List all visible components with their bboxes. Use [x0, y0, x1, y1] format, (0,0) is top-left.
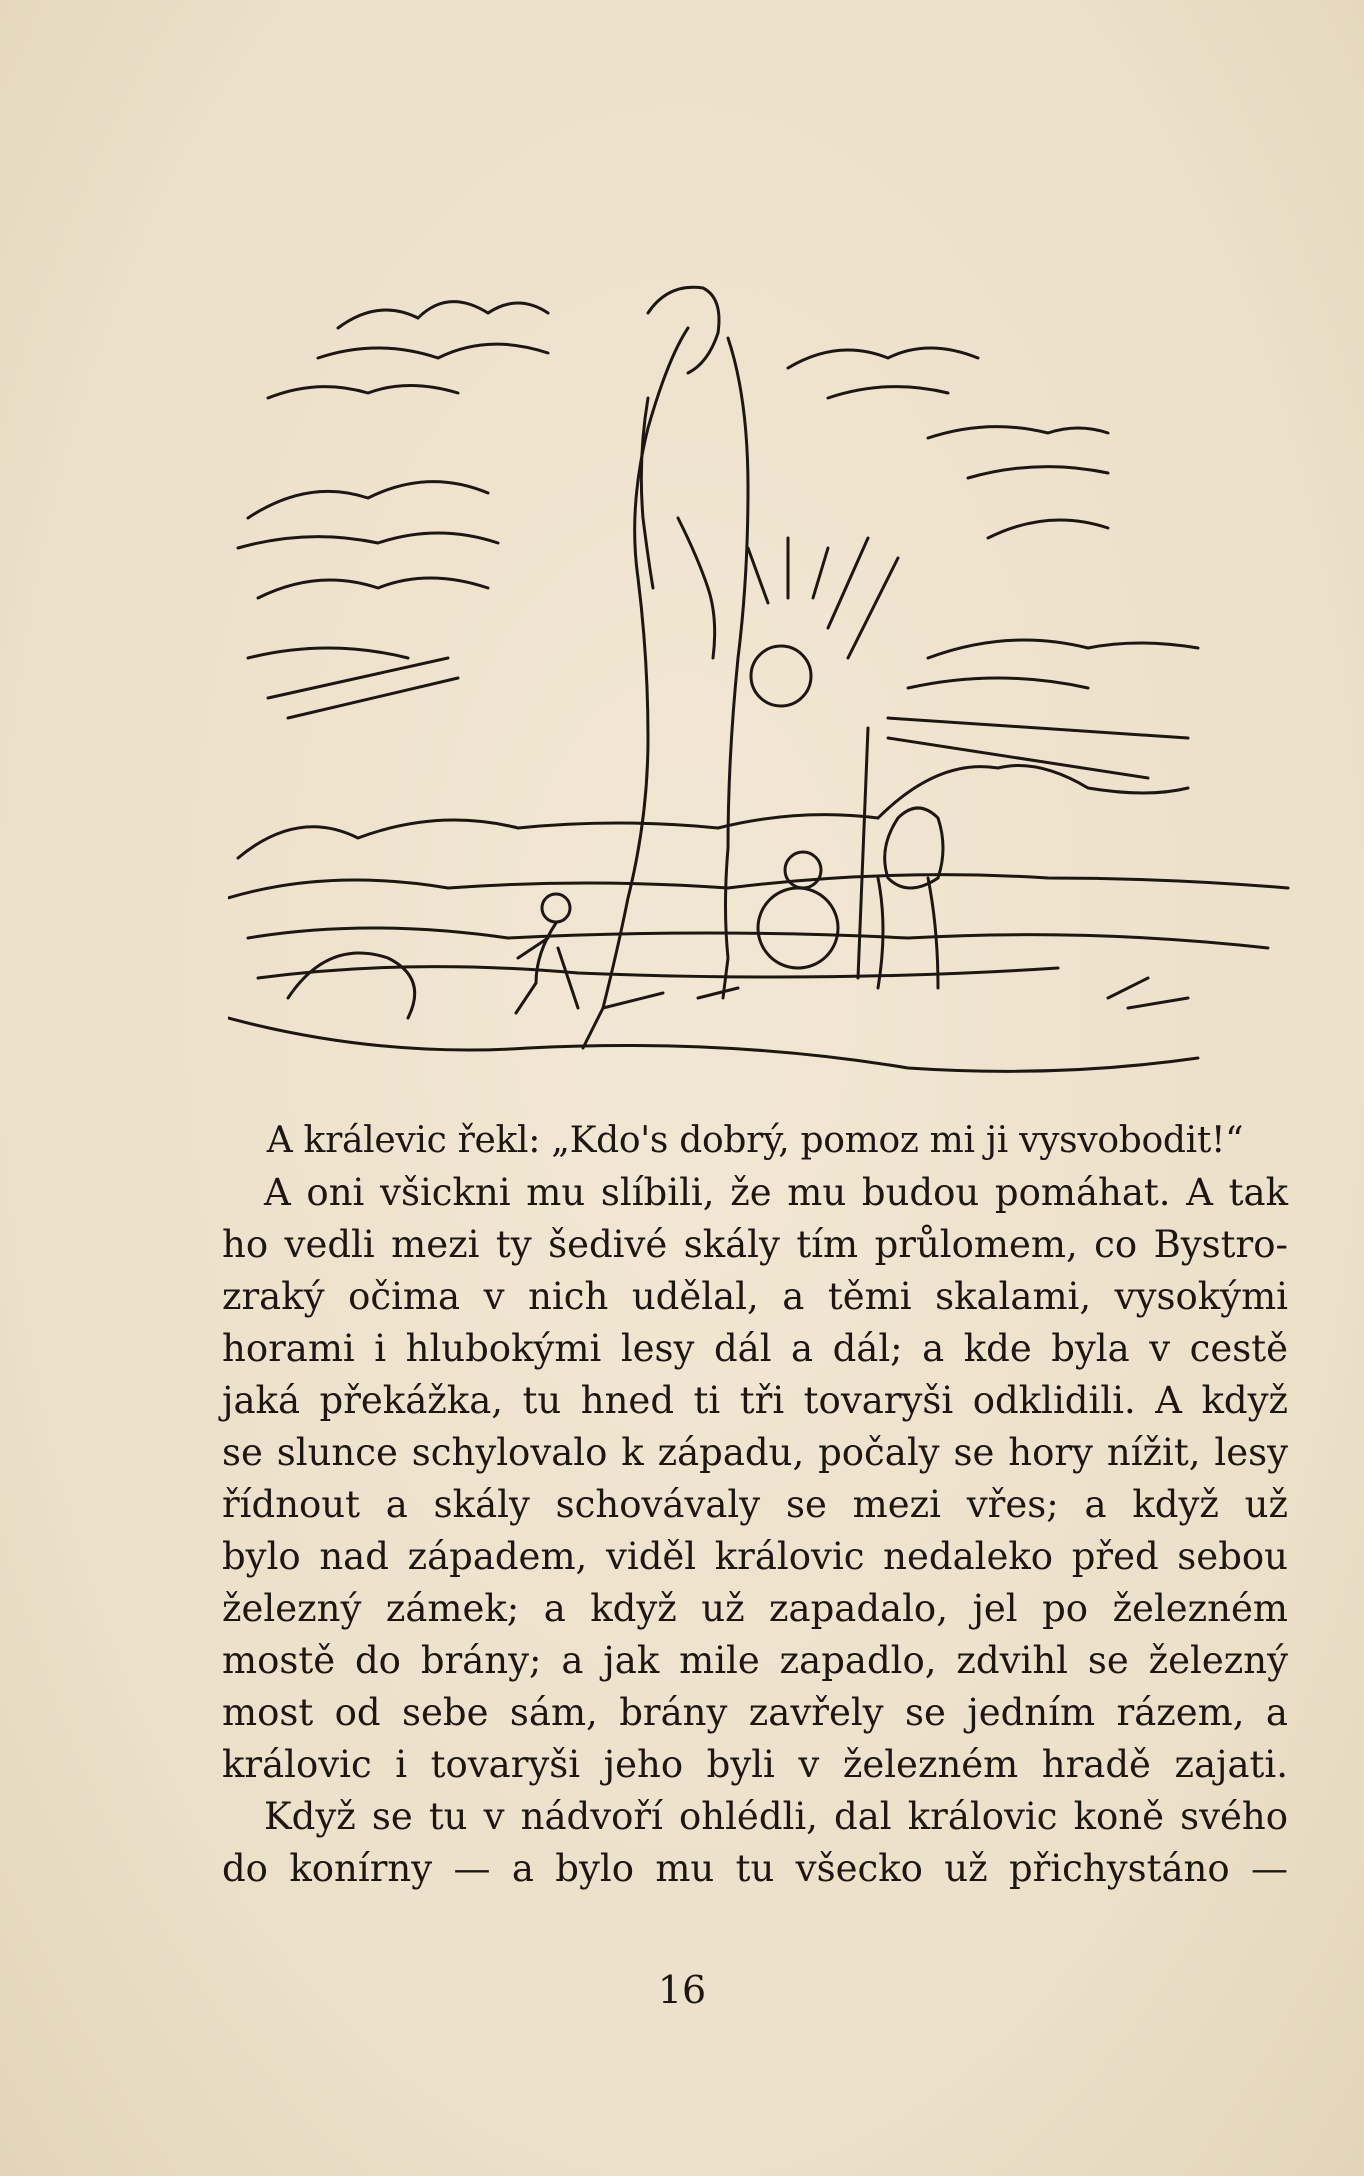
text-line: královic i tovaryši jeho byli v železném hradě zajati. — [222, 1743, 1288, 1786]
text-line: do konírny — a bylo mu tu všecko už přichystáno — — [222, 1847, 1288, 1890]
text-line: železný zámek; a když už zapadalo, jel po železném — [222, 1587, 1288, 1630]
text-line: zraký očima v nich udělal, a těmi skalami, vysokými — [222, 1275, 1288, 1318]
body-text — [222, 1115, 1288, 1895]
text-line: most od sebe sám, brány zavřely se jedním rázem, a — [222, 1691, 1288, 1734]
text-line: řídnout a skály schovávaly se mezi vřes; a když už — [222, 1483, 1288, 1526]
text-line: A králevic řekl: „Kdo's dobrý, pomoz mi ji vysvobodit!“ — [266, 1120, 1244, 1161]
text-line: A oni všickni mu slíbili, že mu budou pomáhat. A tak — [264, 1171, 1288, 1214]
page-number: 16 — [657, 1968, 707, 2012]
text-line: horami i hlubokými lesy dál a dál; a kde byla v cestě — [222, 1327, 1288, 1370]
text-line: jaká překážka, tu hned ti tři tovaryši odklidili. A když — [222, 1379, 1288, 1422]
text-line: mostě do brány; a jak mile zapadlo, zdvihl se železný — [222, 1639, 1288, 1682]
text-line: bylo nad západem, viděl královic nedaleko před sebou — [222, 1535, 1288, 1578]
text-line: Když se tu v nádvoří ohlédli, dal královic koně svého — [264, 1795, 1288, 1838]
text-line: ho vedli mezi ty šedivé skály tím průlomem, co Bystro- — [222, 1223, 1288, 1266]
text-line: se slunce schylovalo k západu, počaly se hory nížit, lesy — [222, 1431, 1288, 1474]
woodcut-illustration — [228, 218, 1294, 1088]
